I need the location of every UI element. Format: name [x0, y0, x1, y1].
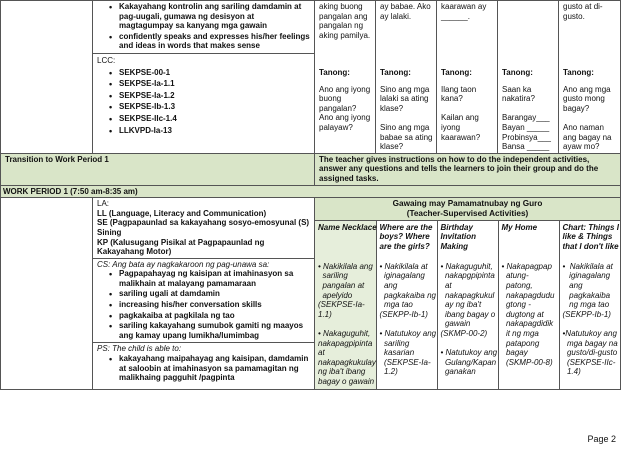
activity-column [437, 220, 498, 388]
activity-detail: pangalan at [318, 281, 365, 290]
work-period-content-row [1, 198, 621, 389]
transition-row [1, 153, 621, 185]
activity-detail: • Nakikilala at [562, 261, 613, 271]
question-line: Bayan _____ [502, 122, 550, 132]
activity-detail: dugtong at [501, 309, 544, 319]
activity-detail: mga bagay na [562, 338, 618, 348]
activity-detail: ibang bagay o [440, 309, 496, 319]
activity-detail: kasarian [379, 348, 415, 358]
activity-detail: (SEKPP-Ib-1) [379, 309, 428, 319]
question-line: lalaki sa ating [380, 94, 429, 104]
ps-label: PS: The child is able to: [97, 344, 182, 354]
activity-detail: gusto/di-gusto [562, 348, 618, 358]
lcc-code: • SEKPSE-IIc-1.4 [97, 114, 310, 124]
question-line: ang bagay na [563, 132, 612, 142]
activity-detail: iginagalang [379, 271, 425, 281]
activity-detail [563, 319, 618, 329]
lcc-code: • SEKPSE-00-1 [97, 68, 310, 78]
question-line: Kailan ang [441, 113, 479, 123]
competency-bullet: • Kakayahang kontrolin ang sariling damdamin at pag-uugali, gumawa ng desisyon at magtagumpay sa kanyang mga gawain [97, 2, 310, 31]
question-line: Bansa _____ [502, 142, 550, 152]
ps-bullet-list [97, 354, 310, 383]
work-period-row [1, 185, 621, 198]
activity-detail: Gulang/Kapan [440, 357, 497, 367]
activity-text-line: aking pamilya. [319, 30, 371, 40]
cs-bullet: • sariling ugali at damdamin [97, 289, 310, 299]
activity-detail: nakapgpipinta [440, 271, 495, 281]
cs-label: CS: Ang bata ay nagkakaroon ng pag-unawa sa: [97, 259, 270, 269]
learning-area-line: LL (Language, Literacy and Communication) [97, 208, 267, 218]
activity-text-line: gusto. [563, 11, 585, 21]
activity-title: Where are the [379, 222, 433, 232]
activity-detail: at [440, 281, 452, 290]
question-line: klase? [380, 142, 404, 152]
activity-detail: (SKMP-00-2) [440, 328, 488, 338]
activity-text-line: kaarawan ay [441, 2, 487, 11]
activity-title: like & Things [562, 232, 613, 242]
activity-col-4 [498, 1, 559, 154]
activity-title: Birthday [440, 222, 473, 232]
activity-title: that I don't like [562, 242, 619, 251]
question-line: Barangay___ [502, 113, 550, 123]
activity-detail: pagkakaiba [562, 290, 611, 300]
activity-title: boys? Where [379, 232, 430, 242]
activity-detail: nakapagdidik [501, 319, 554, 329]
activity-title: Chart: Things I [562, 222, 619, 232]
activity-detail: (SEKPSE-IIc- [562, 357, 616, 367]
activity-detail: mga tao [379, 300, 413, 310]
gawain-cell [315, 198, 621, 389]
question-line [441, 104, 493, 114]
cs-bullet: • pagkakaiba at pagkilala ng tao [97, 311, 310, 321]
lcc-label: LCC: [97, 55, 116, 65]
gawain-table [315, 198, 620, 388]
question-line: Sino ang mga [380, 84, 430, 94]
activity-detail: • Natutukoy ang [440, 348, 498, 358]
activity-detail: ng iba't ibang [318, 367, 366, 377]
activity-column [498, 220, 559, 388]
activity-detail: bagay [501, 348, 528, 358]
question-line: bagay? [563, 103, 590, 113]
transition-text: The teacher gives instructions on how to do the independent activities, answer any questions and tells the learners to join their group and do the assigned tasks. [315, 153, 621, 185]
activity-detail: (SEKPSE-Ia- [379, 357, 431, 367]
activity-detail: gawain [440, 319, 471, 329]
question-line: Ano ang iyong [319, 113, 371, 123]
activity-detail: apelyido [318, 290, 353, 300]
question-line: Ano ang mga [563, 84, 611, 94]
top-row [1, 1, 621, 154]
activity-text-line: aking buong [319, 2, 363, 11]
top-left-empty [1, 1, 93, 154]
activity-text-line: gusto at di- [563, 2, 603, 11]
activity-detail: ng mga tao [562, 300, 610, 310]
top-bullet-list [97, 2, 310, 51]
question-line: palayaw? [319, 122, 353, 132]
activity-detail: ay ng iba't [440, 300, 482, 310]
cs-bullet: • Pagpapahayag ng kaisipan at imahinasyon sa malikhain at malayang pamamaraan [97, 269, 310, 288]
activity-detail: • Natutukoy ang [379, 328, 437, 338]
question-line: ayaw mo? [563, 142, 600, 152]
activity-detail: • Nakaguguhit, [318, 328, 371, 338]
lcc-code: • SEKPSE-Ia-1.2 [97, 91, 310, 101]
activity-column [376, 220, 437, 388]
question-line: buong [319, 94, 342, 104]
activity-detail: nakapagpipinta [318, 338, 373, 348]
activity-text-line: ______. [441, 11, 470, 21]
question-line: Saan ka [502, 84, 532, 94]
la-label: LA: [97, 199, 110, 209]
activity-detail: sariling [318, 271, 348, 281]
learning-area-line: KP (Kalusugang Pisikal at Pagpapaunlad ng Kakayahang Motor) [97, 237, 265, 257]
activity-detail: nakapagkukul [440, 290, 495, 300]
question-line: kana? [441, 94, 463, 104]
question-line [502, 104, 554, 114]
question-line [563, 113, 616, 123]
question-line: Sino ang mga [380, 122, 430, 132]
activity-detail: pagkakaiba ng [379, 290, 436, 300]
activity-detail: •Natutukoy ang [562, 328, 617, 338]
activity-detail: ang [562, 281, 583, 290]
page-number: Page 2 [587, 434, 616, 445]
activity-detail: • Nakaguguhit, [440, 261, 493, 271]
lcc-code: • SEKPSE-Ia-1.1 [97, 79, 310, 89]
question-line: gusto mong [563, 94, 605, 104]
activity-detail: patong, [501, 281, 533, 290]
activity-detail: ang [379, 281, 398, 290]
activity-detail [380, 319, 434, 329]
activity-col-1 [315, 1, 376, 154]
competency-bullet: • confidently speaks and expresses his/her feelings and ideas in words that makes sense [97, 32, 310, 51]
activity-title: are the girls? [379, 242, 430, 251]
question-line: klase? [380, 103, 404, 113]
lcc-code-list [97, 68, 310, 136]
activity-col-2 [376, 1, 437, 154]
activity-text-line: ay lalaki. [380, 11, 412, 21]
activity-detail: (SEKPP-Ib-1) [562, 309, 611, 319]
activity-text-line: pangalan ng [319, 21, 364, 31]
activity-detail: • Nakikilala ang [318, 261, 373, 271]
gawain-header-title: Gawaing may Pamamatnubay ng Guro [392, 199, 543, 209]
activity-col-5 [559, 1, 621, 154]
activity-detail: 1.2) [379, 367, 398, 377]
activity-detail: • Nakikilala at [379, 261, 428, 271]
activity-detail [441, 339, 495, 349]
activity-text-line: pangalan ang [319, 11, 368, 21]
cs-bullet: • sariling kakayahang sumubok gamiti ng maayos ang kamay upang lumikha/lumimbag [97, 321, 310, 340]
tanong-label: Tanong: [502, 68, 533, 77]
question-line [380, 113, 432, 123]
activity-detail: nakapagkukulay [318, 357, 376, 367]
activity-detail: nakapagdudu [501, 290, 555, 300]
learning-areas [97, 209, 310, 257]
activity-detail [318, 319, 373, 329]
activity-title: My Home [501, 222, 538, 232]
activity-detail: 1.1) [318, 309, 332, 319]
work-period-left-empty [1, 198, 93, 389]
question-line: babae sa ating [380, 132, 433, 142]
ps-bullet: • kakayahang maipahayag ang kaisipan, damdamin at saloobin at imahinasyon sa pamamagitan ng malikhaing pagguhit /pagpinta [97, 354, 310, 383]
activity-detail: sariling [379, 338, 410, 348]
activities-row [315, 220, 620, 388]
activity-text-line: ay babae. Ako [380, 2, 431, 11]
activity-column [559, 220, 620, 388]
tanong-label: Tanong: [380, 68, 411, 77]
transition-label: Transition to Work Period 1 [1, 153, 315, 185]
lcc-code: • LLKVPD-Ia-13 [97, 126, 310, 136]
activity-detail: iginagalang [562, 271, 611, 281]
activity-detail: 1.4) [562, 367, 581, 377]
learning-area-line: SE (Pagpapaunlad sa kakayahang sosyo-emosyunal (S) Sining [97, 218, 310, 237]
cs-bullet-list [97, 269, 310, 340]
gawain-header-subtitle: (Teacher-Supervised Activities) [406, 208, 529, 218]
tanong-label: Tanong: [441, 68, 472, 77]
cs-bullet: • increasing his/her conversation skills [97, 300, 310, 310]
activity-detail: (SEKPSE-Ia- [318, 300, 365, 310]
gawain-header [315, 198, 620, 220]
activity-title: Making [440, 242, 469, 251]
activity-title: Name Necklace [318, 222, 377, 232]
work-period-label: WORK PERIOD 1 (7:50 am-8:35 am) [1, 185, 621, 198]
lcc-code: • SEKPSE-Ib-1.3 [97, 102, 310, 112]
activity-detail: ganakan [440, 367, 476, 377]
question-line: pangalan? [319, 103, 357, 113]
activity-detail: bagay o gawain [318, 376, 375, 386]
activity-detail: patapong [501, 338, 540, 348]
question-line: kaarawan? [441, 132, 481, 142]
work-period-competencies [93, 198, 315, 389]
competency-cell [93, 1, 315, 154]
activity-detail: gtong - [501, 300, 531, 310]
tanong-label: Tanong: [319, 68, 350, 77]
activity-column [315, 220, 376, 388]
activity-detail: atung- [501, 271, 529, 281]
activity-col-3 [437, 1, 498, 154]
tanong-label: Tanong: [563, 68, 594, 77]
activity-detail: it ng mga [501, 328, 539, 338]
activity-detail: (SKMP-00-8) [501, 357, 553, 367]
question-line: Ilang taon [441, 84, 477, 94]
question-line: nakatira? [502, 94, 535, 104]
activity-detail: at [318, 348, 325, 358]
activity-detail: • Nakapagpap [501, 261, 552, 271]
activity-title: Invitation [440, 232, 477, 242]
question-line: Ano naman [563, 122, 604, 132]
question-line: Probinsya___ [502, 132, 551, 142]
question-line: Ano ang iyong [319, 84, 371, 94]
question-line: iyong [441, 122, 461, 132]
